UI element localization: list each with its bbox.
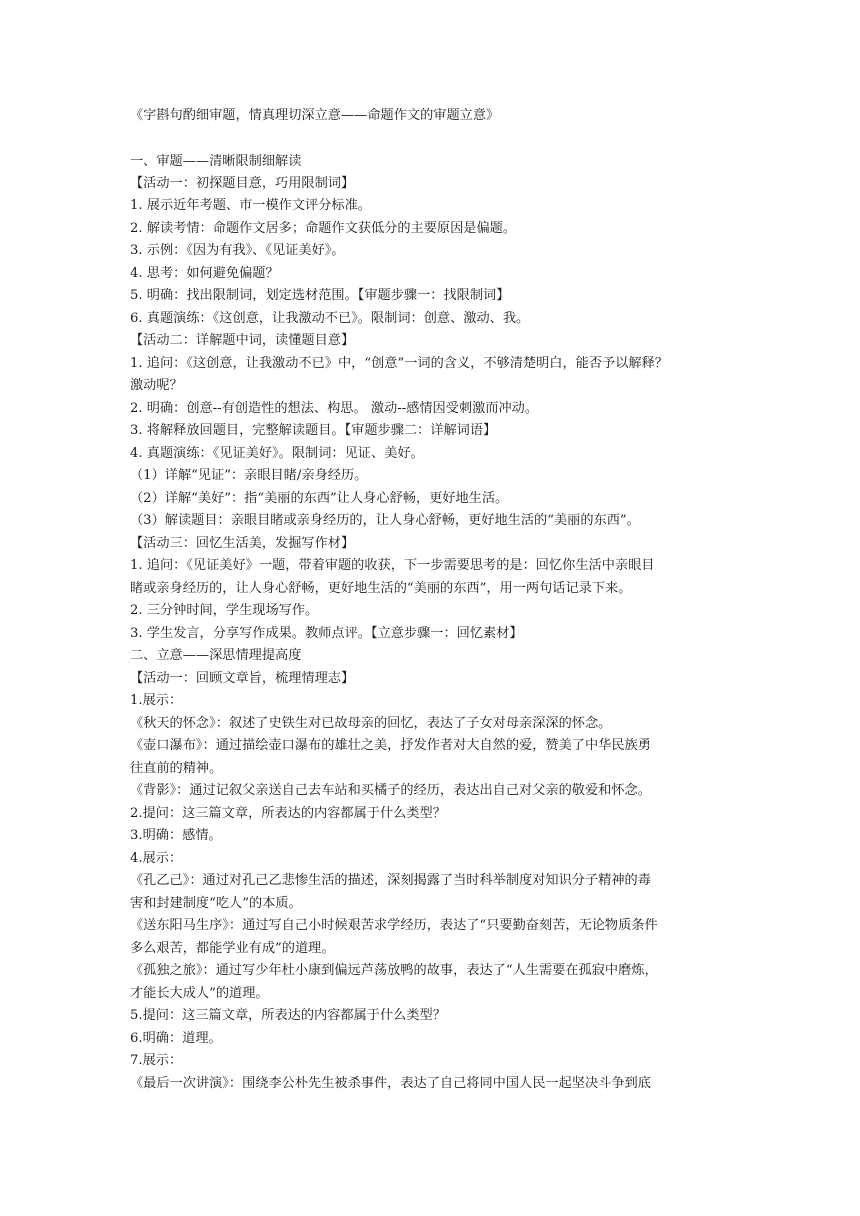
text-line: 《秋天的怀念》：叙述了史铁生对已故母亲的回忆，表达了子女对母亲深深的怀念。	[130, 716, 612, 731]
text-line: 3. 学生发言，分享写作成果。教师点评。【立意步骤一：回忆素材】	[130, 626, 523, 641]
text-line: （1）详解“见证”：亲眼目睹/亲身经历。	[130, 468, 368, 483]
text-line: 4. 思考：如何避免偏题？	[130, 266, 279, 281]
text-line: 害和封建制度“吃人”的本质。	[130, 896, 302, 911]
text-line: 4.展示：	[130, 851, 183, 866]
text-line: 《最后一次讲演》：围绕李公朴先生被杀事件，表达了自己将同中国人民一起坚决斗争到底	[130, 1076, 651, 1091]
text-line: 3.明确：感情。	[130, 828, 222, 843]
text-line: 激动呢？	[130, 378, 183, 393]
text-line: 1. 追问：《见证美好》一题，带着审题的收获，下一步需要思考的是：回忆你生活中亲眼目	[130, 558, 655, 573]
document-title: 《字斟句酌细审题，情真理切深立意——命题作文的审题立意》	[130, 108, 500, 123]
text-line: 2. 明确：创意--有创造性的想法、构思。 激动--感情因受刺激而冲动。	[130, 401, 539, 416]
text-line: 睹或亲身经历的，让人身心舒畅，更好地生活的“美丽的东西”，用一两句话记录下来。	[130, 581, 632, 596]
text-line: 《壶口瀑布》：通过描绘壶口瀑布的雄壮之美，抒发作者对大自然的爱，赞美了中华民族勇	[130, 738, 651, 753]
text-line: 往直前的精神。	[130, 761, 223, 776]
text-line: 7.展示：	[130, 1053, 183, 1068]
activity-heading: 【活动三：回忆生活美，发掘写作材】	[130, 536, 355, 551]
text-line: （2）详解“美好”：指“美丽的东西”让人身心舒畅，更好地生活。	[130, 491, 509, 506]
text-line: 2. 解读考情：命题作文居多；命题作文获低分的主要原因是偏题。	[130, 221, 517, 236]
text-line: 多么艰苦，都能学业有成”的道理。	[130, 941, 335, 956]
text-line: 3. 示例：《因为有我》、《见证美好》。	[130, 243, 345, 258]
text-line: 《孤独之旅》：通过写少年杜小康到偏远芦荡放鸭的故事，表达了“人生需要在孤寂中磨炼，	[130, 963, 658, 978]
text-line: 6. 真题演练：《这创意，让我激动不已》。限制词：创意、激动、我。	[130, 311, 530, 326]
text-line: 才能长大成人”的道理。	[130, 986, 269, 1001]
text-line: 3. 将解释放回题目，完整解读题目。【审题步骤二：详解词语】	[130, 423, 497, 438]
text-line: 5. 明确：找出限制词，划定选材范围。【审题步骤一：找限制词】	[130, 288, 510, 303]
text-line: 《送东阳马生序》：通过写自己小时候艰苦求学经历，表达了“只要勤奋刻苦，无论物质条件	[130, 918, 658, 933]
text-line: 2. 三分钟时间，学生现场写作。	[130, 603, 319, 618]
text-line: 4. 真题演练：《见证美好》。限制词：见证、美好。	[130, 446, 424, 461]
text-line: 5.提问：这三篇文章，所表达的内容都属于什么类型？	[130, 1008, 446, 1023]
text-line: 《背影》：通过记叙父亲送自己去车站和买橘子的经历，表达出自己对父亲的敬爱和怀念。	[130, 783, 651, 798]
text-line: 1.展示：	[130, 693, 183, 708]
activity-heading: 【活动一：初探题目意，巧用限制词】	[130, 176, 355, 191]
text-line: 6.明确：道理。	[130, 1031, 222, 1046]
text-line: 《孔乙己》：通过对孔己乙悲惨生活的描述，深刻揭露了当时科举制度对知识分子精神的毒	[130, 873, 651, 888]
text-line: 1. 展示近年考题、市一模作文评分标准。	[130, 198, 371, 213]
text-line: 1. 追问：《这创意，让我激动不已》中，“创意”一词的含义，不够清楚明白，能否予以解释？	[130, 356, 668, 371]
section-heading: 二、立意——深思情理提高度	[130, 648, 302, 663]
activity-heading: 【活动一：回顾文章旨，梳理情理志】	[130, 671, 355, 686]
text-line: （3）解读题目：亲眼目睹或亲身经历的，让人身心舒畅，更好地生活的“美丽的东西”。	[130, 513, 640, 528]
section-heading: 一、审题——清晰限制细解读	[130, 154, 302, 169]
activity-heading: 【活动二：详解题中词，读懂题目意】	[130, 333, 355, 348]
text-line: 2.提问：这三篇文章，所表达的内容都属于什么类型？	[130, 806, 446, 821]
